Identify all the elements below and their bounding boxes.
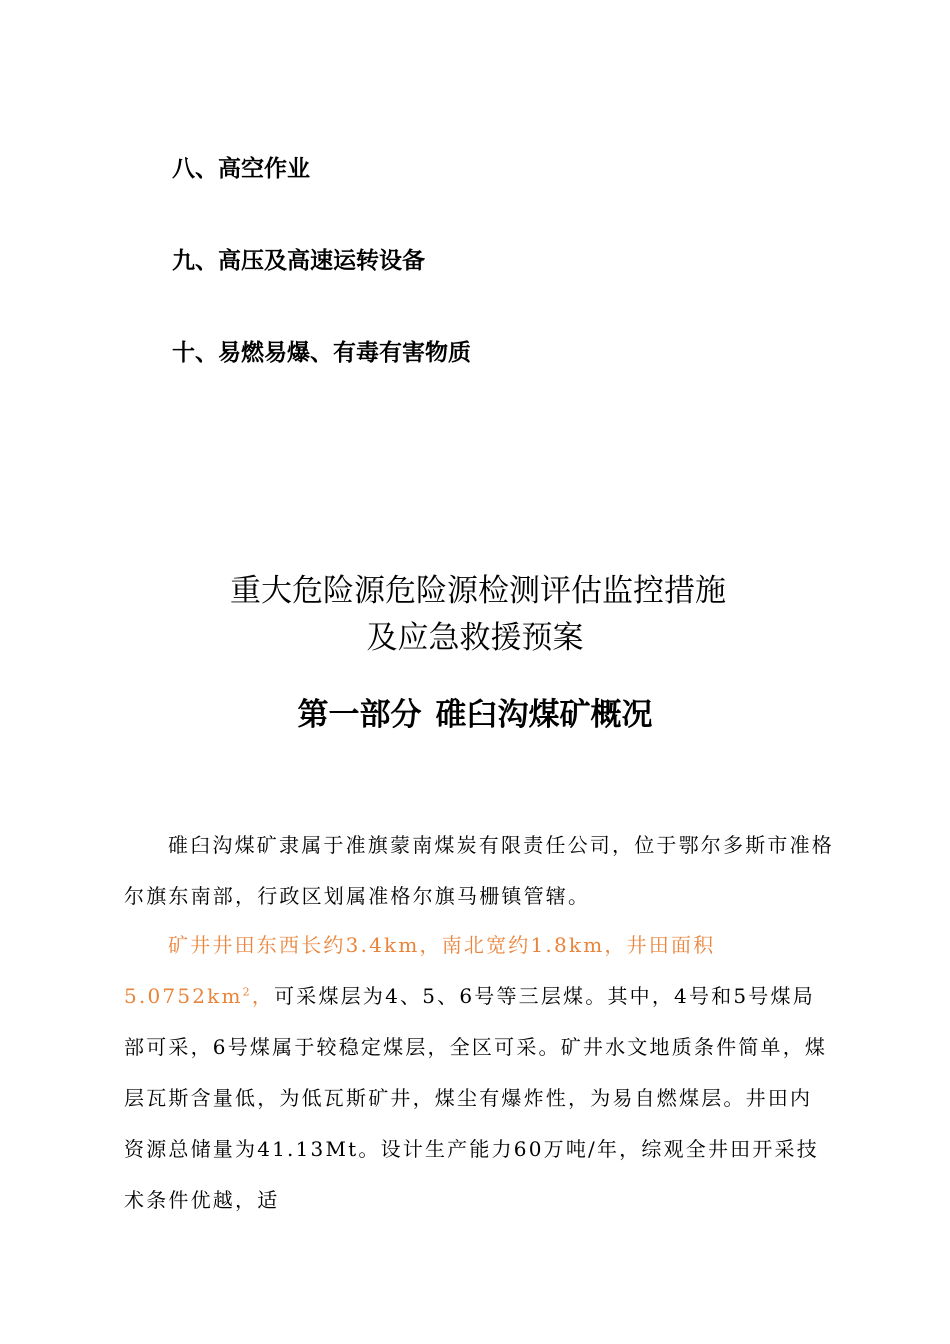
area-text-end: ， <box>251 984 275 1008</box>
hazard-list-item-10: 十、易燃易爆、有毒有害物质 <box>172 340 471 366</box>
hazard-list-item-9: 九、高压及高速运转设备 <box>172 248 425 274</box>
overview-paragraph-1: 碓臼沟煤矿隶属于准旗蒙南煤炭有限责任公司，位于鄂尔多斯市准格尔旗东南部，行政区划属准格尔旗马栅镇管辖。 <box>124 833 834 908</box>
section-name: 碓臼沟煤矿概况 <box>435 697 653 733</box>
hazard-list-item-8: 八、高空作业 <box>172 156 310 182</box>
document-title-line-2: 及应急救援预案 <box>366 620 584 656</box>
section-number: 第一部分 <box>297 697 422 733</box>
document-title-line-1: 重大危险源危险源检测评估监控措施 <box>230 573 726 609</box>
section-title <box>0 693 950 737</box>
coal-seam-text: 可采煤层为4、5、6号等三层煤。其中，4号和5号煤局部可采，6号煤属于较稳定煤层，全区可采。矿井水文地质条件简单，煤层瓦斯含量低，为低瓦斯矿井，煤尘有爆炸性，为易自燃煤层。井田内资源总储量为41.13Mt。设计生产能力60万吨/年，综观全井田开采技术条件优越，适 <box>124 984 828 1212</box>
area-text: 矿井井田东西长约3.4km，南北宽约1.8km，井田面积5.0752km <box>124 933 716 1008</box>
area-unit-superscript: 2 <box>242 985 252 999</box>
overview-paragraph-2 <box>124 920 834 1226</box>
